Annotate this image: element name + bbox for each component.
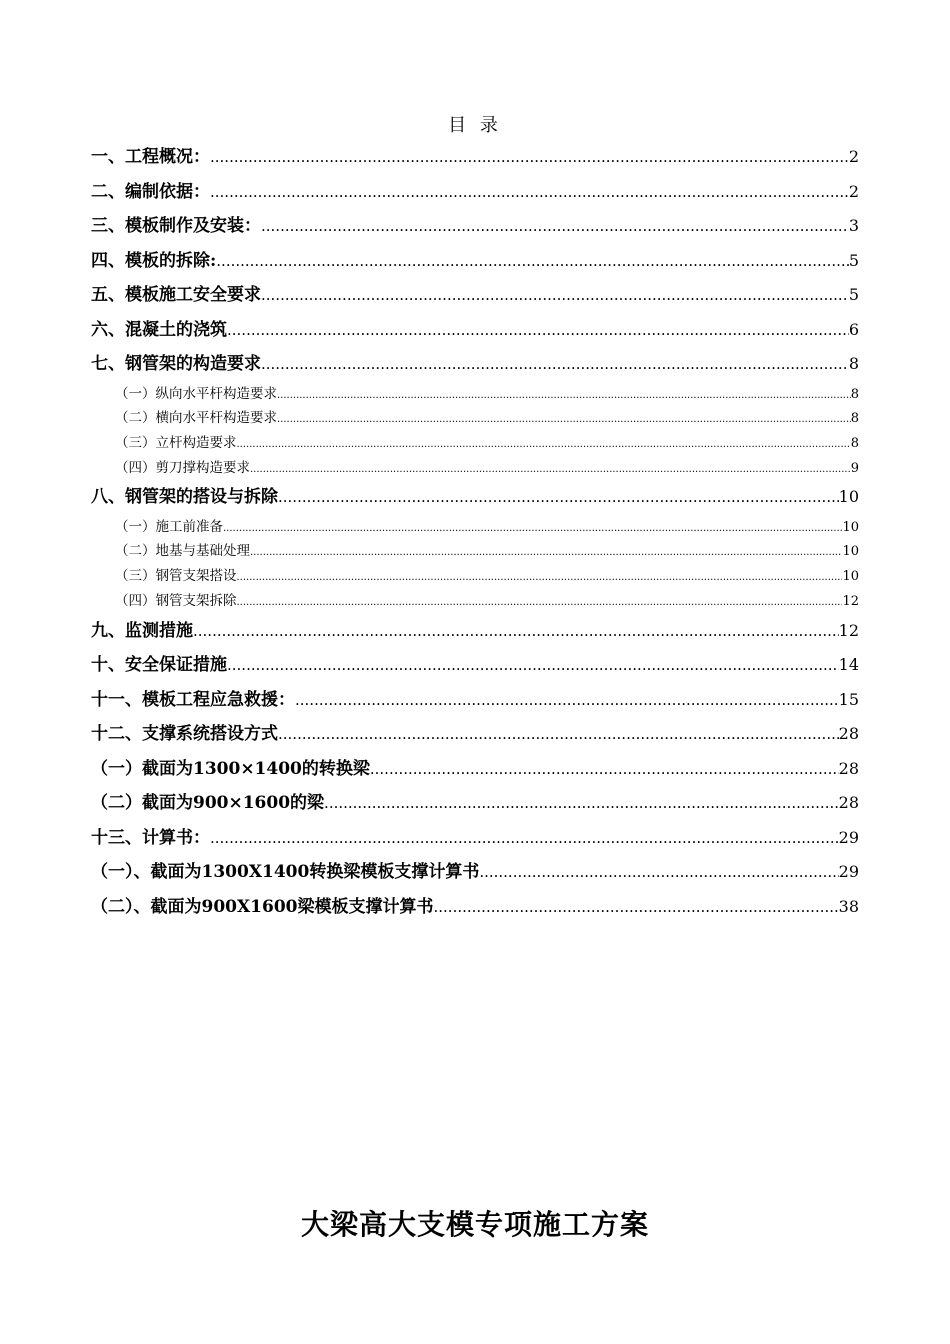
leader-dots [370, 752, 839, 787]
toc-subentry[interactable] [91, 589, 859, 614]
toc-entry-page: 12 [838, 620, 859, 640]
toc-entry-page: 29 [838, 862, 859, 881]
leader-dots [210, 175, 849, 210]
toc-entry-label: （一）施工前准备 [115, 518, 223, 535]
leader-dots [479, 855, 838, 890]
toc-entry[interactable] [91, 648, 859, 683]
toc-entry-label: 七、钢管架的构造要求 [91, 354, 261, 374]
toc-entry-label: 二、编制依据： [91, 181, 210, 202]
toc-entry-label: （一）、截面为1300X1400转换梁模板支撑计算书 [91, 862, 480, 882]
toc-entry[interactable] [91, 140, 859, 175]
toc-entry-page: 8 [850, 411, 859, 427]
toc-subentry[interactable] [91, 539, 859, 564]
toc-entry-label: （三）钢管支架搭设 [115, 568, 237, 585]
leader-dots [250, 541, 842, 566]
leader-dots [237, 591, 843, 616]
toc-entry-label: （四）钢管支架拆除 [115, 592, 237, 609]
toc-title: 目 录 [448, 115, 502, 136]
toc-subentry[interactable] [91, 406, 859, 431]
leader-dots [295, 683, 839, 718]
toc-entry-label: 九、监测措施 [91, 620, 193, 641]
toc-entry[interactable] [91, 278, 859, 313]
document-title: 大梁高大支模专项施工方案 [300, 1208, 649, 1241]
toc-entry-label: 五、模板施工安全要求 [91, 285, 261, 305]
toc-entry-label: 十一、模板工程应急救援： [91, 689, 295, 710]
toc-entry-page: 28 [838, 724, 859, 743]
leader-dots [237, 433, 851, 458]
toc-entry-page: 8 [850, 435, 859, 451]
leader-dots [278, 717, 839, 752]
toc-entry-page: 12 [842, 593, 859, 609]
toc-entry-label: （二）地基与基础处理 [115, 543, 250, 560]
toc-entry-label: （一）截面为1300×1400的转换梁 [91, 758, 370, 779]
leader-dots [237, 566, 843, 591]
toc-entry[interactable] [91, 614, 859, 649]
toc-entry[interactable] [91, 480, 859, 515]
toc-entry-label: （三）立杆构造要求 [115, 434, 237, 451]
toc-entry-page: 14 [838, 655, 859, 674]
toc-entry[interactable] [91, 683, 859, 718]
leader-dots [261, 278, 849, 313]
toc-entry-page: 8 [850, 386, 859, 402]
toc-subentry[interactable] [91, 564, 859, 589]
toc-entry[interactable] [91, 821, 859, 856]
toc-entry[interactable] [91, 786, 859, 821]
leader-dots [223, 517, 842, 542]
leader-dots [210, 140, 849, 175]
toc-entry-page: 10 [838, 487, 859, 507]
leader-dots [324, 786, 839, 821]
toc-subentry[interactable] [91, 382, 859, 407]
toc-entry-label: 八、钢管架的搭设与拆除 [91, 487, 278, 508]
leader-dots [227, 648, 839, 683]
toc-entry[interactable] [91, 209, 859, 244]
leader-dots [210, 821, 839, 856]
toc-entry[interactable] [91, 890, 859, 925]
toc-entry-page: 10 [842, 519, 859, 535]
toc-entry[interactable] [91, 244, 859, 279]
toc-entry-page: 5 [848, 250, 859, 270]
toc-entry-label: （四）剪刀撑构造要求 [115, 459, 250, 476]
toc-entry-label: 一、工程概况： [91, 147, 210, 167]
toc-entry-page: 9 [850, 460, 859, 476]
leader-dots [277, 384, 851, 409]
toc-entry-page: 38 [838, 896, 859, 916]
toc-subentry[interactable] [91, 515, 859, 540]
toc-entry-page: 5 [848, 285, 859, 304]
toc-entry-page: 8 [848, 354, 859, 373]
leader-dots [277, 408, 851, 433]
leader-dots [227, 313, 849, 348]
toc-entry-page: 29 [838, 827, 859, 847]
toc-entry-label: （二）截面为900×1600的梁 [91, 793, 325, 813]
leader-dots [250, 458, 851, 483]
toc-entry-label: （二）、截面为900X1600梁模板支撑计算书 [91, 896, 434, 917]
toc-entry-page: 10 [842, 569, 859, 585]
toc-entry[interactable] [91, 313, 859, 348]
leader-dots [216, 244, 849, 279]
toc-entry-page: 15 [838, 689, 859, 709]
leader-dots [434, 890, 839, 925]
leader-dots [261, 209, 849, 244]
toc-entry[interactable] [91, 752, 859, 787]
table-of-contents [91, 140, 859, 924]
toc-subentry[interactable] [91, 431, 859, 456]
toc-entry-label: （一）纵向水平杆构造要求 [115, 385, 277, 402]
toc-entry-label: （二）横向水平杆构造要求 [115, 410, 277, 427]
toc-entry-label: 六、混凝土的浇筑 [91, 319, 227, 340]
leader-dots [193, 614, 839, 649]
leader-dots [261, 347, 849, 382]
toc-entry-label: 十二、支撑系统搭设方式 [91, 724, 278, 744]
toc-entry-page: 2 [848, 147, 859, 166]
toc-entry[interactable] [91, 717, 859, 752]
toc-entry-page: 3 [848, 216, 859, 235]
toc-entry-label: 三、模板制作及安装： [91, 216, 261, 236]
leader-dots [278, 480, 839, 515]
toc-entry-page: 10 [842, 544, 859, 560]
toc-entry[interactable] [91, 347, 859, 382]
toc-entry-page: 28 [838, 758, 859, 778]
toc-entry-page: 28 [838, 793, 859, 812]
toc-entry-label: 十三、计算书： [91, 827, 210, 848]
toc-entry-page: 2 [848, 181, 859, 201]
toc-entry[interactable] [91, 175, 859, 210]
toc-entry-label: 四、模板的拆除: [91, 250, 217, 271]
toc-subentry[interactable] [91, 456, 859, 481]
toc-entry-page: 6 [848, 319, 859, 339]
toc-entry[interactable] [91, 855, 859, 890]
toc-entry-label: 十、安全保证措施 [91, 655, 227, 675]
